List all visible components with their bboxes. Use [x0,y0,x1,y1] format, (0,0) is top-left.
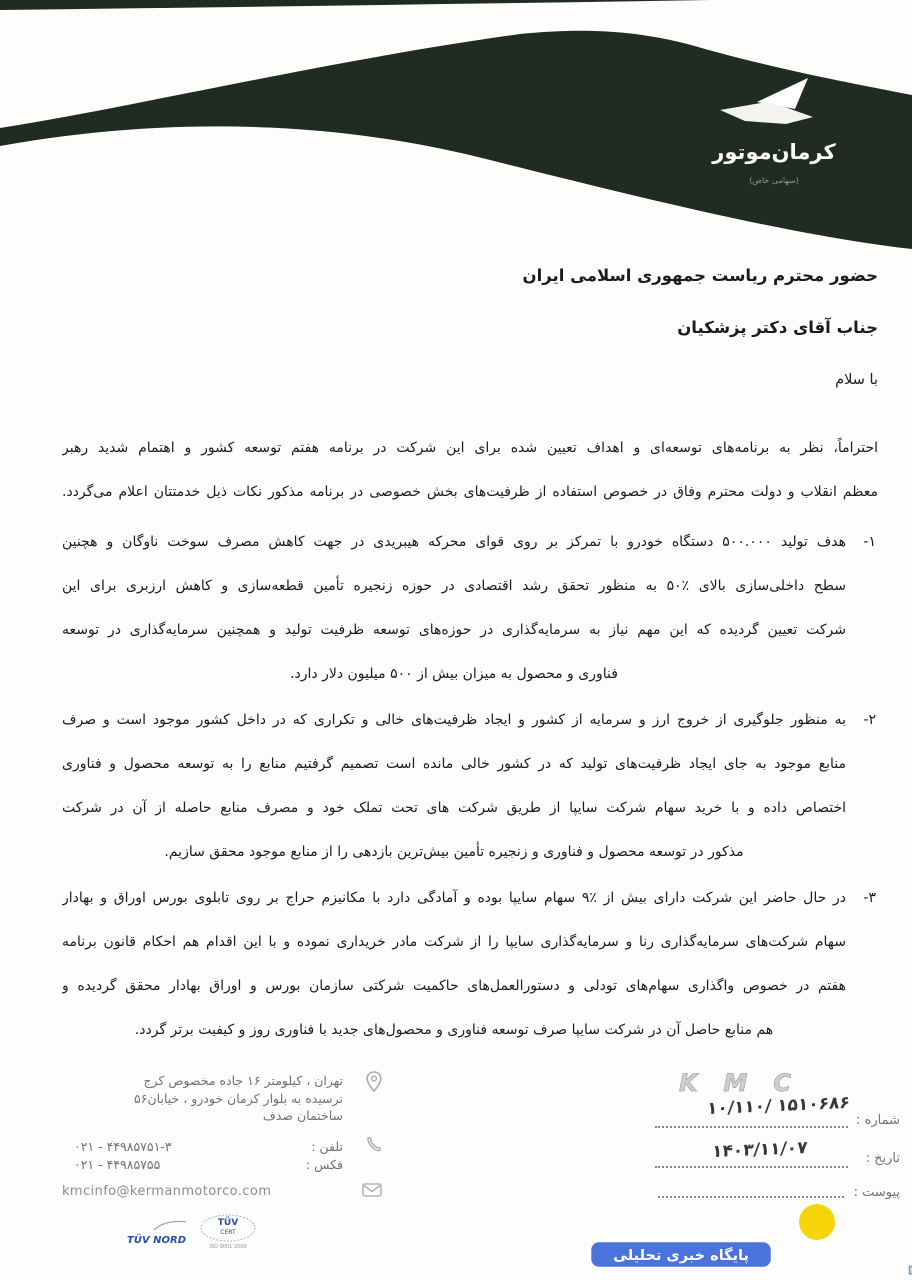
envelope-icon [362,1183,382,1197]
list-item-3 [62,876,878,1052]
watermark-yellow-dot [799,1204,835,1240]
company-email: kmcinfo@kermanmotorco.com [62,1184,272,1199]
phone-icon [365,1136,382,1153]
tuv-cert-iso-text: ISO 9001 2000 [209,1244,247,1250]
item-number: ۱- [863,534,876,550]
fax-value: ۰۲۱ - ۴۴۹۸۵۷۵۵ [74,1157,161,1172]
fax-label: فکس : [306,1157,343,1172]
tuv-cert-logo [198,1212,258,1254]
address-line: تهران ، کیلومتر ۱۶ جاده مخصوص کرج [143,1073,343,1088]
item-number: ۳- [863,890,876,906]
item-number: ۲- [863,712,876,728]
serial-dotted-line [655,1126,848,1128]
serial-label: شماره : [856,1113,900,1128]
watermark-badge-text: پایگاه خبری تحلیلی [613,1248,749,1264]
attachment-label: پیوست : [853,1185,900,1200]
intro-line: معظم انقلاب و دولت محترم وفاق در خصوص استفاده از ظرفیت‌های بخش خصوصی در برنامه مذکور نکات ذیل خدمتتان اعلام می‌گردد. [62,484,878,500]
address-line: ساختمان صدف [262,1108,343,1123]
item-line: شرکت تعیین گردیده که این مهم نیاز به سرمایه‌گذاری در حوزه‌های توسعه ظرفیت تولید و همچنین سرمایه‌گذاری در توسعه [62,622,846,638]
serial-number-value: ۱۰/۱۱۰/ ۱۵۱۰۶۸۶ [706,1092,851,1120]
recipient-line-1: حضور محترم ریاست جمهوری اسلامی ایران [522,266,878,285]
roozno-watermark [582,1196,912,1280]
item-line: به منظور جلوگیری از خروج ارز و سرمایه از کشور و ایجاد ظرفیت‌های خالی و تکراری که در داخل کشور موجود است و صرف [62,712,846,728]
brand-subtitle: (سهامی خاص) [749,176,799,185]
item-line: هم منابع حاصل آن در شرکت سایپا صرف توسعه فناوری و محصول‌های جدید با فناوری روز و کیفیت برتر گردد. [134,1022,774,1038]
date-value: ۱۴۰۳/۱۱/۰۷ [710,1137,808,1163]
item-line: سهام شرکت‌های سرمایه‌گذاری رنا و سرمایه‌گذاری سایپا را از شرکت مادر خریداری نموده و با این اقدام هم احکام قانون برنامه [62,934,846,950]
item-line: هدف تولید ۵۰۰.۰۰۰ دستگاه خودرو با تمرکز بر روی قوای محرکه هیبریدی در جهت کاهش مصرف سوخت ناوگان و هچنین [62,534,846,550]
intro-line: احتراماً، نظر به برنامه‌های توسعه‌ای و اهداف تعیین شده برای این شرکت در برنامه هفتم توسعه کشور و اهتمام شدید رهبر [62,440,878,456]
phone-label: تلفن : [311,1139,343,1154]
list-item-2 [62,698,878,874]
tuv-cert-top-text: TÜV [217,1218,239,1228]
item-line: فناوری و محصول به میزان بیش از ۵۰۰ میلیون دلار دارد. [290,666,618,682]
tuv-nord-text: TÜV NORD [127,1235,187,1246]
list-item-1 [62,520,878,696]
item-line: منابع موجود به جای ایجاد ظرفیت‌های تولید که در کشور خالی مانده است تصمیم گرفتیم منابع را به توسعه محصول و فناوری [62,756,846,772]
date-dotted-line [655,1166,848,1168]
salutation: با سلام [835,372,878,388]
brand-wordmark: کرمان‌موتور [712,140,836,164]
address-line: نرسیده به بلوار کرمان خودرو ، خیابان۵۶ [134,1090,343,1106]
recipient-line-2: جناب آقای دکتر پزشکیان [677,318,878,337]
item-line: اختصاص داده و با خرید سهام شرکت سایپا از طریق شرکت های تحت تملک خود و مصرف منابع حاصله از آن در شرکت [62,800,846,816]
intro-paragraph [62,426,878,514]
item-line: در حال حاضر این شرکت دارای بیش از ٪۹ سهام سایپا بوده و آمادگی دارد با مکانیزم حراج بر روی تابلوی بورس اوراق و بهادار [62,890,846,906]
tuv-cert-mid-text: CERT [220,1229,236,1236]
item-line: هفتم در خصوص واگذاری سهام‌های تودلی و دستورالعمل‌های حاکمیت شرکتی سازمان بورس و اوراق بهادار محقق گردیده و [62,978,846,994]
kmc-logo-text: KMC [678,1069,818,1097]
top-taper-stripe [0,0,710,10]
letterhead-swoosh [0,0,912,262]
item-line: سطح داخلی‌سازی بالای ٪۵۰ به منظور تحقق رشد اقتصادی در حوزه زنجیره تأمین قطعه‌سازی و کاهش ارزبری برای این [62,578,846,594]
letter-body [62,426,878,1054]
date-label: تاریخ : [865,1151,900,1166]
tuv-nord-logo [126,1216,190,1252]
phone-value: ۰۲۱ - ۴۴۹۸۵۷۵۱-۳ [74,1139,172,1154]
company-address [53,1072,343,1125]
item-line: مذکور در توسعه محصول و فناوری و زنجیره تأمین بیش‌ترین بازدهی را از منابع موجود محقق سازیم. [164,844,744,860]
location-pin-icon [365,1070,383,1094]
